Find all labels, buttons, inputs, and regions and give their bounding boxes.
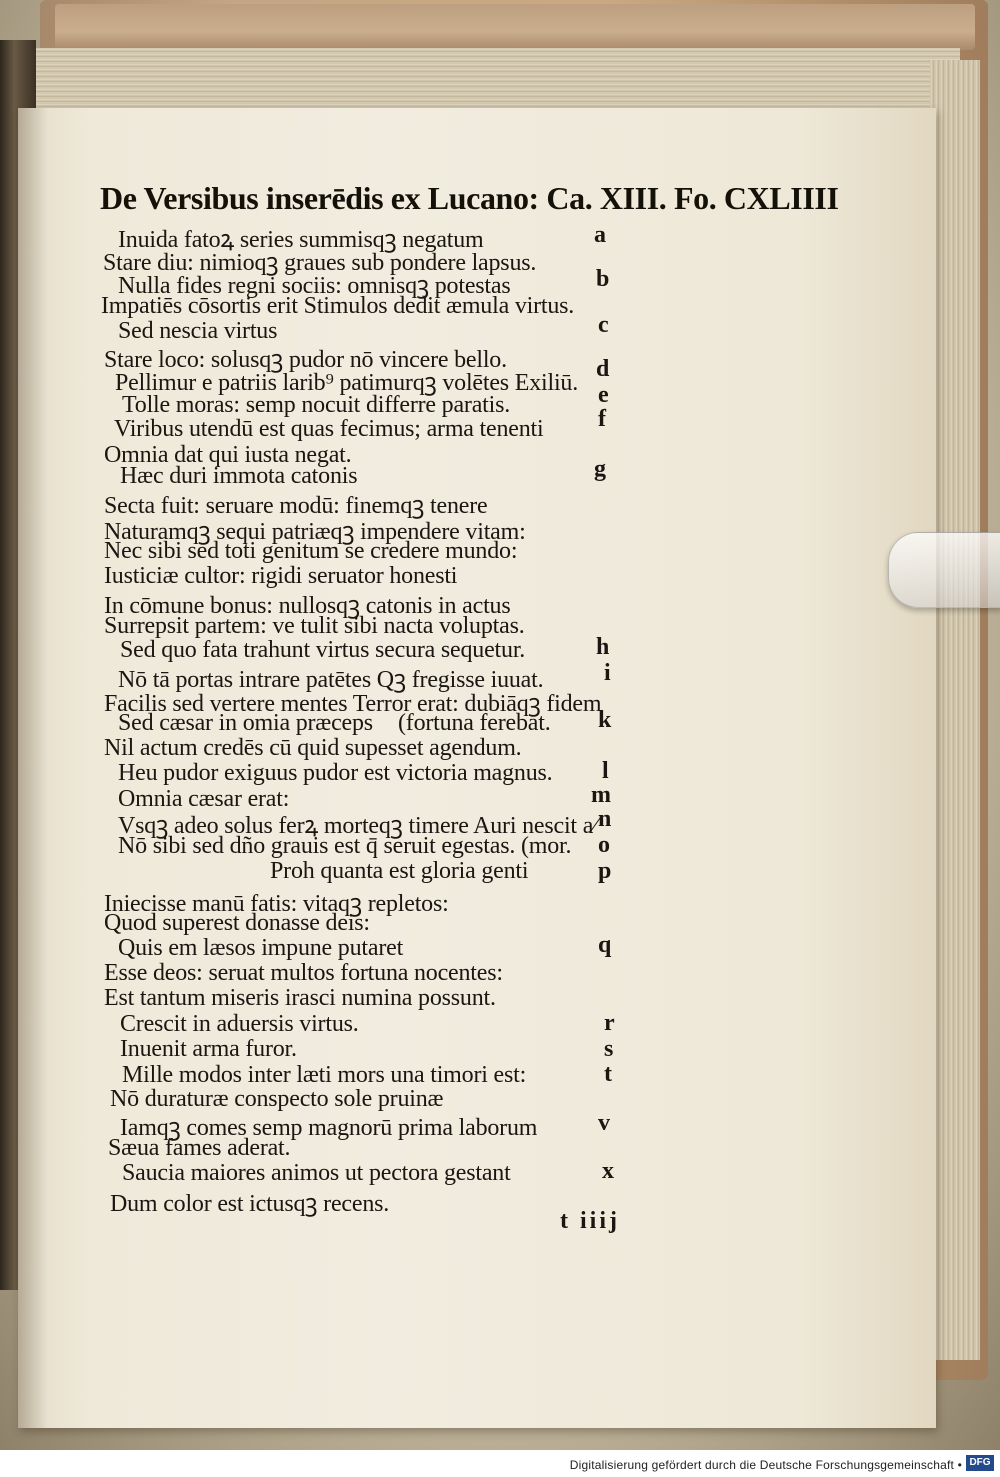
text-line: Vsqꝫ adeo solus ferꝝ morteqꝫ timere Auri nescit a⁄ bbox=[118, 813, 597, 839]
text-line: Sed nescia virtus bbox=[118, 318, 278, 344]
running-head: De Versibus inserēdis ex Lucano: Ca. XIII. Fo. CXLIIII bbox=[100, 180, 839, 216]
text-line: Sed quo fata trahunt virtus secura sequetur. bbox=[120, 637, 526, 663]
text-line: Impatiēs cōsortis erit Stimulos dedit æmula virtus. bbox=[101, 293, 575, 319]
text-line: Tolle moras: semp nocuit differre paratis. bbox=[122, 392, 511, 418]
text-line: Quis em læsos impune putaret bbox=[118, 935, 404, 961]
signature-mark: t iiij bbox=[560, 1208, 620, 1234]
margin-mark: c bbox=[598, 312, 609, 338]
text-line: In cōmune bonus: nullosqꝫ catonis in actus bbox=[104, 593, 511, 619]
text-line: (fortuna ferebat. bbox=[398, 710, 551, 736]
margin-mark: s bbox=[604, 1036, 614, 1062]
margin-mark: a bbox=[594, 222, 606, 248]
text-line: Nō duraturæ conspecto sole pruinæ bbox=[110, 1086, 444, 1112]
text-line: Iniecisse manū fatis: vitaqꝫ repletos: bbox=[104, 891, 449, 917]
footer-credit-text: Digitalisierung gefördert durch die Deutsche Forschungsgemeinschaft bbox=[569, 1458, 955, 1472]
text-line: Proh quanta est gloria genti bbox=[270, 858, 529, 884]
text-line: Nil actum credēs cū quid supesset agendum. bbox=[104, 735, 522, 761]
margin-mark: o bbox=[598, 832, 610, 858]
text-line: Crescit in aduersis virtus. bbox=[120, 1011, 359, 1037]
text-line: Nulla fides regni sociis: omnisqꝫ potestas bbox=[118, 273, 511, 299]
text-line: Stare diu: nimioqꝫ graues sub pondere lapsus. bbox=[103, 250, 537, 276]
margin-mark: g bbox=[594, 456, 606, 482]
margin-mark: i bbox=[604, 660, 611, 686]
text-line: Heu pudor exiguus pudor est victoria magnus. bbox=[118, 760, 553, 786]
text-line: Stare loco: solusqꝫ pudor nō vincere bello. bbox=[104, 347, 507, 373]
margin-mark: q bbox=[598, 932, 612, 958]
text-line: Nec sibi sed toti genitum se credere mundo: bbox=[104, 538, 518, 564]
text-line: Sed cæsar in omia præceps bbox=[118, 710, 373, 736]
text-line: Omnia dat qui iusta negat. bbox=[104, 442, 352, 468]
page-gutter bbox=[18, 108, 48, 1428]
text-line: Viribus utendū est quas fecimus; arma tenenti bbox=[114, 416, 544, 442]
text-line: Facilis sed vertere mentes Terror erat: dubiāqꝫ fidem bbox=[104, 691, 602, 717]
margin-mark: v bbox=[598, 1110, 610, 1136]
dfg-logo: DFG bbox=[966, 1455, 994, 1471]
margin-mark: k bbox=[598, 707, 612, 733]
text-line: Omnia cæsar erat: bbox=[118, 786, 290, 812]
text-line: Nō sibi sed dño grauis est q̄ seruit egestas. (mor. bbox=[118, 833, 572, 859]
footer-credit bbox=[570, 1458, 962, 1472]
text-line: Pellimur e patriis larib⁹ patimurqꝫ volētes Exiliū. bbox=[115, 370, 579, 396]
text-line: Esse deos: seruat multos fortuna nocentes: bbox=[104, 960, 503, 986]
text-line: Secta fuit: seruare modū: finemqꝫ tenere bbox=[104, 493, 488, 519]
text-line: Dum color est ictusqꝫ recens. bbox=[110, 1191, 390, 1217]
text-line: Sæua fames aderat. bbox=[108, 1135, 291, 1161]
text-line: Saucia maiores animos ut pectora gestant bbox=[122, 1160, 511, 1186]
book-cover-top bbox=[55, 4, 975, 50]
text-line: Mille modos inter læti mors una timori est: bbox=[122, 1062, 527, 1088]
text-line: Iamqꝫ comes semp magnorū prima laborum bbox=[120, 1115, 538, 1141]
margin-mark: p bbox=[598, 858, 612, 884]
margin-mark: x bbox=[602, 1158, 614, 1184]
text-line: Hæc duri immota catonis bbox=[120, 463, 358, 489]
text-line: Surrepsit partem: ve tulit sibi nacta voluptas. bbox=[104, 613, 525, 639]
footer-separator: • bbox=[957, 1458, 962, 1472]
margin-mark: m bbox=[591, 782, 611, 808]
text-line: Naturamqꝫ sequi patriæqꝫ impendere vitam: bbox=[104, 519, 526, 545]
margin-mark: h bbox=[596, 634, 610, 660]
margin-mark: e bbox=[598, 382, 609, 408]
text-line: Est tantum miseris irasci numina possunt. bbox=[104, 985, 496, 1011]
text-line: Quod superest donasse deis: bbox=[104, 910, 370, 936]
page-marker-clip bbox=[888, 532, 1000, 608]
text-line: Iusticiæ cultor: rigidi seruator honesti bbox=[104, 563, 458, 589]
text-line: Inuida fatoꝝ series summisqꝫ negatum bbox=[118, 227, 484, 253]
margin-mark: d bbox=[596, 356, 610, 382]
margin-mark: t bbox=[604, 1061, 612, 1087]
margin-mark: l bbox=[602, 758, 609, 784]
margin-mark: b bbox=[596, 266, 610, 292]
page-edges-right bbox=[930, 60, 980, 1360]
text-line: Nō tā portas intrare patētes Qꝫ fregisse iuuat. bbox=[118, 667, 544, 693]
margin-mark: f bbox=[598, 406, 606, 432]
margin-mark: r bbox=[604, 1010, 615, 1036]
margin-mark: n bbox=[598, 806, 612, 832]
text-line: Inuenit arma furor. bbox=[120, 1036, 297, 1062]
